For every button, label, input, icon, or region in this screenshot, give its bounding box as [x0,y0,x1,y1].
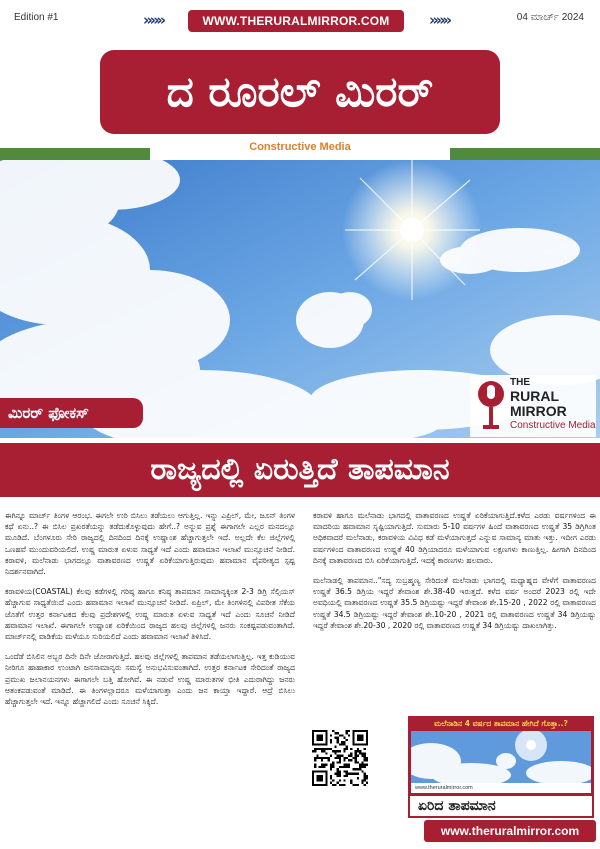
paragraph: ಮಲೆನಾಡಲ್ಲಿ ತಾಪಮಾನ.."ಸದ್ಯ ಸುಬ್ರಹ್ಮಣ್ಯ ಸೇರಿದಂತೆ ಮಲೆನಾಡು ಭಾಗದಲ್ಲಿ ಮಧ್ಯಾಹ್ನದ ವೇಳೆಗೆ ವಾತಾವರಣದ ಉಷ್ಣತೆ 36.5 ಡಿಗ್ರಿಯ ಇದ್ದರೆ ತೇವಾಂಶ ಶೇ.38-40 ಇರುತ್ತದೆ. ಕಳೆದ ವರ್ಷ ಅಂದರೆ 2023 ರಲ್ಲಿ ಇದೇ ಅವಧಿಯಲ್ಲಿ ವಾತಾವರಣದ ಉಷ್ಣತೆ 35.5 ಡಿಗ್ರಿಯಷ್ಟು ಇದ್ದರೆ ತೇವಾಂಶ ಶೇ.15-20 , 2022 ರಲ್ಲಿ ವಾತಾವರಣದ ಉಷ್ಣತೆ 34.5 ಡಿಗ್ರಿಯಷ್ಟು ಇದ್ದರೆ ತೇವಾಂಶ ಶೇ.10-20 , 2021 ರಲ್ಲಿ ವಾತಾವರಣದ ಉಷ್ಣತೆ 34 ಡಿಗ್ರಿಯಷ್ಟು ಇದ್ದರೆ ತೇವಾಂಶ ಶೇ.20-30 , 2020 ರಲ್ಲಿ ವಾತಾವರಣದ ಉಷ್ಣತೆ 34 ಡಿಗ್ರಿಯಷ್ಟು ದಾಖಲಾಗಿತ್ತು. [313,576,596,630]
chevron-right-icon: »»» [143,11,164,29]
main-headline: ರಾಜ್ಯದಲ್ಲಿ ಏರುತ್ತಿದೆ ತಾಪಮಾನ [0,443,600,497]
promo-sky-image [411,731,591,783]
footer-website-link[interactable]: www.theruralmirror.com [424,820,596,842]
chevron-right-icon: »»» [429,11,450,29]
paragraph: ಒಂದೆಡೆ ಬಿಸಿಲಿನ ಅಬ್ಬರ ದಿನೇ ದಿನೇ ಜೋರಾಗುತ್ತಿದೆ. ಹಲವು ಜಿಲ್ಲೆಗಳಲ್ಲಿ ತಾಪಮಾನ ತಡೆಯಲಾಗುತ್ತಿಲ್ಲ. ಇತ್ತ ಕುಡಿಯುವ ನೀರಿಗೂ ಹಾಹಾಕಾರ ಉಂಟಾಗಿ ಜನಸಾಮಾನ್ಯರು ಸಮಸ್ಯೆ ಅನುಭವಿಸುವಂತಾಗಿದೆ. ಉತ್ತರ ಕರ್ನಾಟಕ ಸೇರಿದಂತೆ ರಾಜ್ಯದ ಪ್ರಮುಖ ಜಲಾನಯನಗಳು ಈಗಾಗಲೇ ಬತ್ತಿ ಹೋಗಿವೆ. ಈ ನಡುವೆ ಉಷ್ಣ ಮಾರುತಗಳ ಭೀತಿ ಎದುರಾಗಿದ್ದು ಜನರು ಆತಂಕಪಡುವಂತೆ ಮಾಡಿದೆ. ಈ ತಿಂಗಳಲ್ಲಾದರೂ ಮಳೆಯಾಗುತ್ತಾ ಎಂದು ಜನ ಕಾಯ್ತಾ ಇದ್ದಾರೆ. ಆದ್ರೆ ಬಿಸಿಲು ಹೆಚ್ಚಾಗುತ್ತಲೇ ಇದೆ. ಇನ್ನೂ ಹೆಚ್ಚಾಗಲಿದೆ ಎಂದು ಸೂಚನೆ ಸಿಕ್ಕಿದೆ. [5,652,295,707]
mirror-mic-icon [476,379,506,433]
paragraph: ಕರಾವಳಿಯ(COASTAL) ಕೆಲವು ಕಡೆಗಳಲ್ಲಿ ಗರಿಷ್ಠ ಹಾಗೂ ಕನಿಷ್ಠ ತಾಪಮಾನ ಸಾಮಾನ್ಯಕ್ಕಿಂತ 2-3 ಡಿಗ್ರಿ ಸೆಲ್ಸಿಯಸ್ ಹೆಚ್ಚಾಗುವ ಸಾಧ್ಯತೆಯಿದೆ ಎಂದು ಹವಾಮಾನ ಇಲಾಖೆ ಮುನ್ಸೂಚನೆ ನೀಡಿದೆ. ಏಪ್ರಿಲ್, ಮೇ ತಿಂಗಳಿನಲ್ಲಿ ವಿಪರೀತ ಸೆಕೆಯ ಜೊತೆಗೆ ಉತ್ತರ ಕರ್ನಾಟಕದ ಕೆಲವು ಪ್ರದೇಶಗಳಲ್ಲಿ ಉಷ್ಣ ಮಾರುತ ಏಳುವ ಸಾಧ್ಯತೆ ಇದೆ ಎಂದು ಸೂಚನೆ ನೀಡಿದೆ ಹವಾಮಾನ ಇಲಾಖೆ. ಈಗಾಗಲೇ ಉಷ್ಣಾಂಶ ಏರಿಕೆಯಿಂದ ರಾಜ್ಯದ ಹಲವು ಜಿಲ್ಲೆಗಳಲ್ಲಿ ಜನರು ಸಂಕಷ್ಟಪಡುವಂತಾಗಿದೆ. ಮಾರ್ಚ್‌ನಲ್ಲಿ ವಾಡಿಕೆಯ ಮಳೆಯೂ ಸುರಿಯಲಿದೆ ಎಂದು ಹವಾಮಾನ ಇಲಾಖೆ ತಿಳಿಸಿದೆ. [5,587,295,642]
promo-label: ಏರಿದ ತಾಪಮಾನ [408,794,594,818]
issue-date: 04 ಮಾರ್ಚ್ 2024 [516,12,584,23]
section-tag: ಮಿರರ್ ಫೋಕಸ್ [0,398,143,428]
promo-title: ಮಲೆನಾಡಿನ 4 ವರ್ಷದ ತಾಪಮಾನ ಹೇಗಿದೆ ಗೊತ್ತಾ..? [434,719,568,728]
paragraph: ಈಗಿನ್ನೂ ಮಾರ್ಚ್ ತಿಂಗಳ ಆರಂಭ. ಈಗಲೇ ಉರಿ ಬಿಸಿಲು ತಡೆಯಲು ಆಗುತ್ತಿಲ್ಲ. ಇನ್ನು ಎಪ್ರಿಲ್, ಮೇ, ಜೂನ್ ತಿಂಗಳ ಕಥೆ ಏನು..? ಈ ಬಿಸಿಲ ಪ್ರಖರತೆಯನ್ನು ತಡೆದುಕೊಳ್ಳುವುದು ಹೇಗೆ..? ಅನ್ನುವ ಪ್ರಶ್ನೆ ಈಗಾಗಲೇ ಎಲ್ಲರ ಮನದಲ್ಲೂ ಮೂಡಿದೆ. ಬೆಂಗಳೂರು ಸೇರಿ ರಾಜ್ಯದಲ್ಲಿ ದಿನದಿಂದ ದಿನಕ್ಕೆ ಉಷ್ಣಾಂಶ ಹೆಚ್ಚಾಗುತ್ತಲೇ ಇದೆ. ಅಲ್ಲದೇ ಕೆಲ ಜಿಲ್ಲೆಗಳಲ್ಲಿ ಒಣಹವೆ ಮುಂದುವರಿಯಲಿದೆ. ಉಷ್ಣ ಮಾರುತ ಏಳುವ ಸಾಧ್ಯತೆ ಇದೆ ಎಂದು ಹವಾಮಾನ ಇಲಾಖೆ ಮುನ್ಸೂಚನೆ ನೀಡಿದೆ. ಕರಾವಳಿ, ಮಲೆನಾಡು ಭಾಗದಲ್ಲೂ ವಾತಾವರಣದ ಉಷ್ಣತೆ ಏರಿಕೆಯಾಗುತ್ತಿರುವುದು ಹವಾಮಾನ ವೈಪರೀತ್ಯದ ಸ್ಪಷ್ಟ ನಿದರ್ಶನವಾಗಿದೆ. [5,511,295,577]
logo-text-line3: MIRROR [510,403,567,419]
website-banner[interactable]: WWW.THERURALMIRROR.COM [188,10,404,32]
paragraph: ಕರಾವಳಿ ಹಾಗೂ ಮಲೆನಾಡು ಭಾಗದಲ್ಲಿ ವಾತಾವರಣದ ಉಷ್ಣತೆ ಏರಿಕೆಯಾಗುತ್ತಿದೆ.ಕಳೆದ ಎರಡು ವರ್ಷಗಳಿಂದ ಈ ಮಾದರಿಯ ಹವಾಮಾನ ಸೃಷ್ಟಿಯಾಗುತ್ತಿದೆ. ಸುಮಾರು 5-10 ವರ್ಷಗಳ ಹಿಂದೆ ವಾತಾವರಣದ ಉಷ್ಣತೆ 35 ಡಿಗ್ರಿಗಿಂತ ಅಧಿಕವಾದರೆ ಮಲೆನಾಡು, ಕರಾವಳಿಯ ವಿವಿಧ ಕಡೆ ಮಳೆಯಾಗುತ್ತದೆ ಎನ್ನುವ ಸಾಮಾನ್ಯ ಮಾತು ಇತ್ತು. ಇದೀಗ ಎರಡು ವರ್ಷಗಳಿಂದ ವಾತಾವರಣದ ಉಷ್ಣತೆ 40 ಡಿಗ್ರಿಯಾದರೂ ಮಳೆಯಾಗುವ ಲಕ್ಷಣಗಳು ಕಾಣುತ್ತಿಲ್ಲ. ಹೀಗಾಗಿ ದಿನದಿಂದ ದಿನಕ್ಕೆ ವಾತಾವರಣದ ಬಿಸಿ ಏರಿಕೆಯಾಗುತ್ತಿದೆ. ಇದಕ್ಕೆ ಕಾರಣಗಳು ಹಲವಾರು. [313,511,596,565]
edition-label: Edition #1 [14,12,59,23]
logo-text-line2: RURAL [510,388,559,404]
logo-subtitle: Constructive Media [510,420,596,431]
tagline: Constructive Media [249,141,351,153]
rural-mirror-logo [470,375,596,437]
masthead-title: ದ ರೂರಲ್ ಮಿರರ್ [100,50,500,134]
qr-code-icon[interactable] [312,730,368,786]
promo-url: www.theruralmirror.com [411,783,591,793]
temperature-promo-card[interactable] [408,716,594,818]
logo-text-line1: THE [510,377,530,388]
article-column-left [5,510,295,716]
article-column-right [313,510,596,640]
